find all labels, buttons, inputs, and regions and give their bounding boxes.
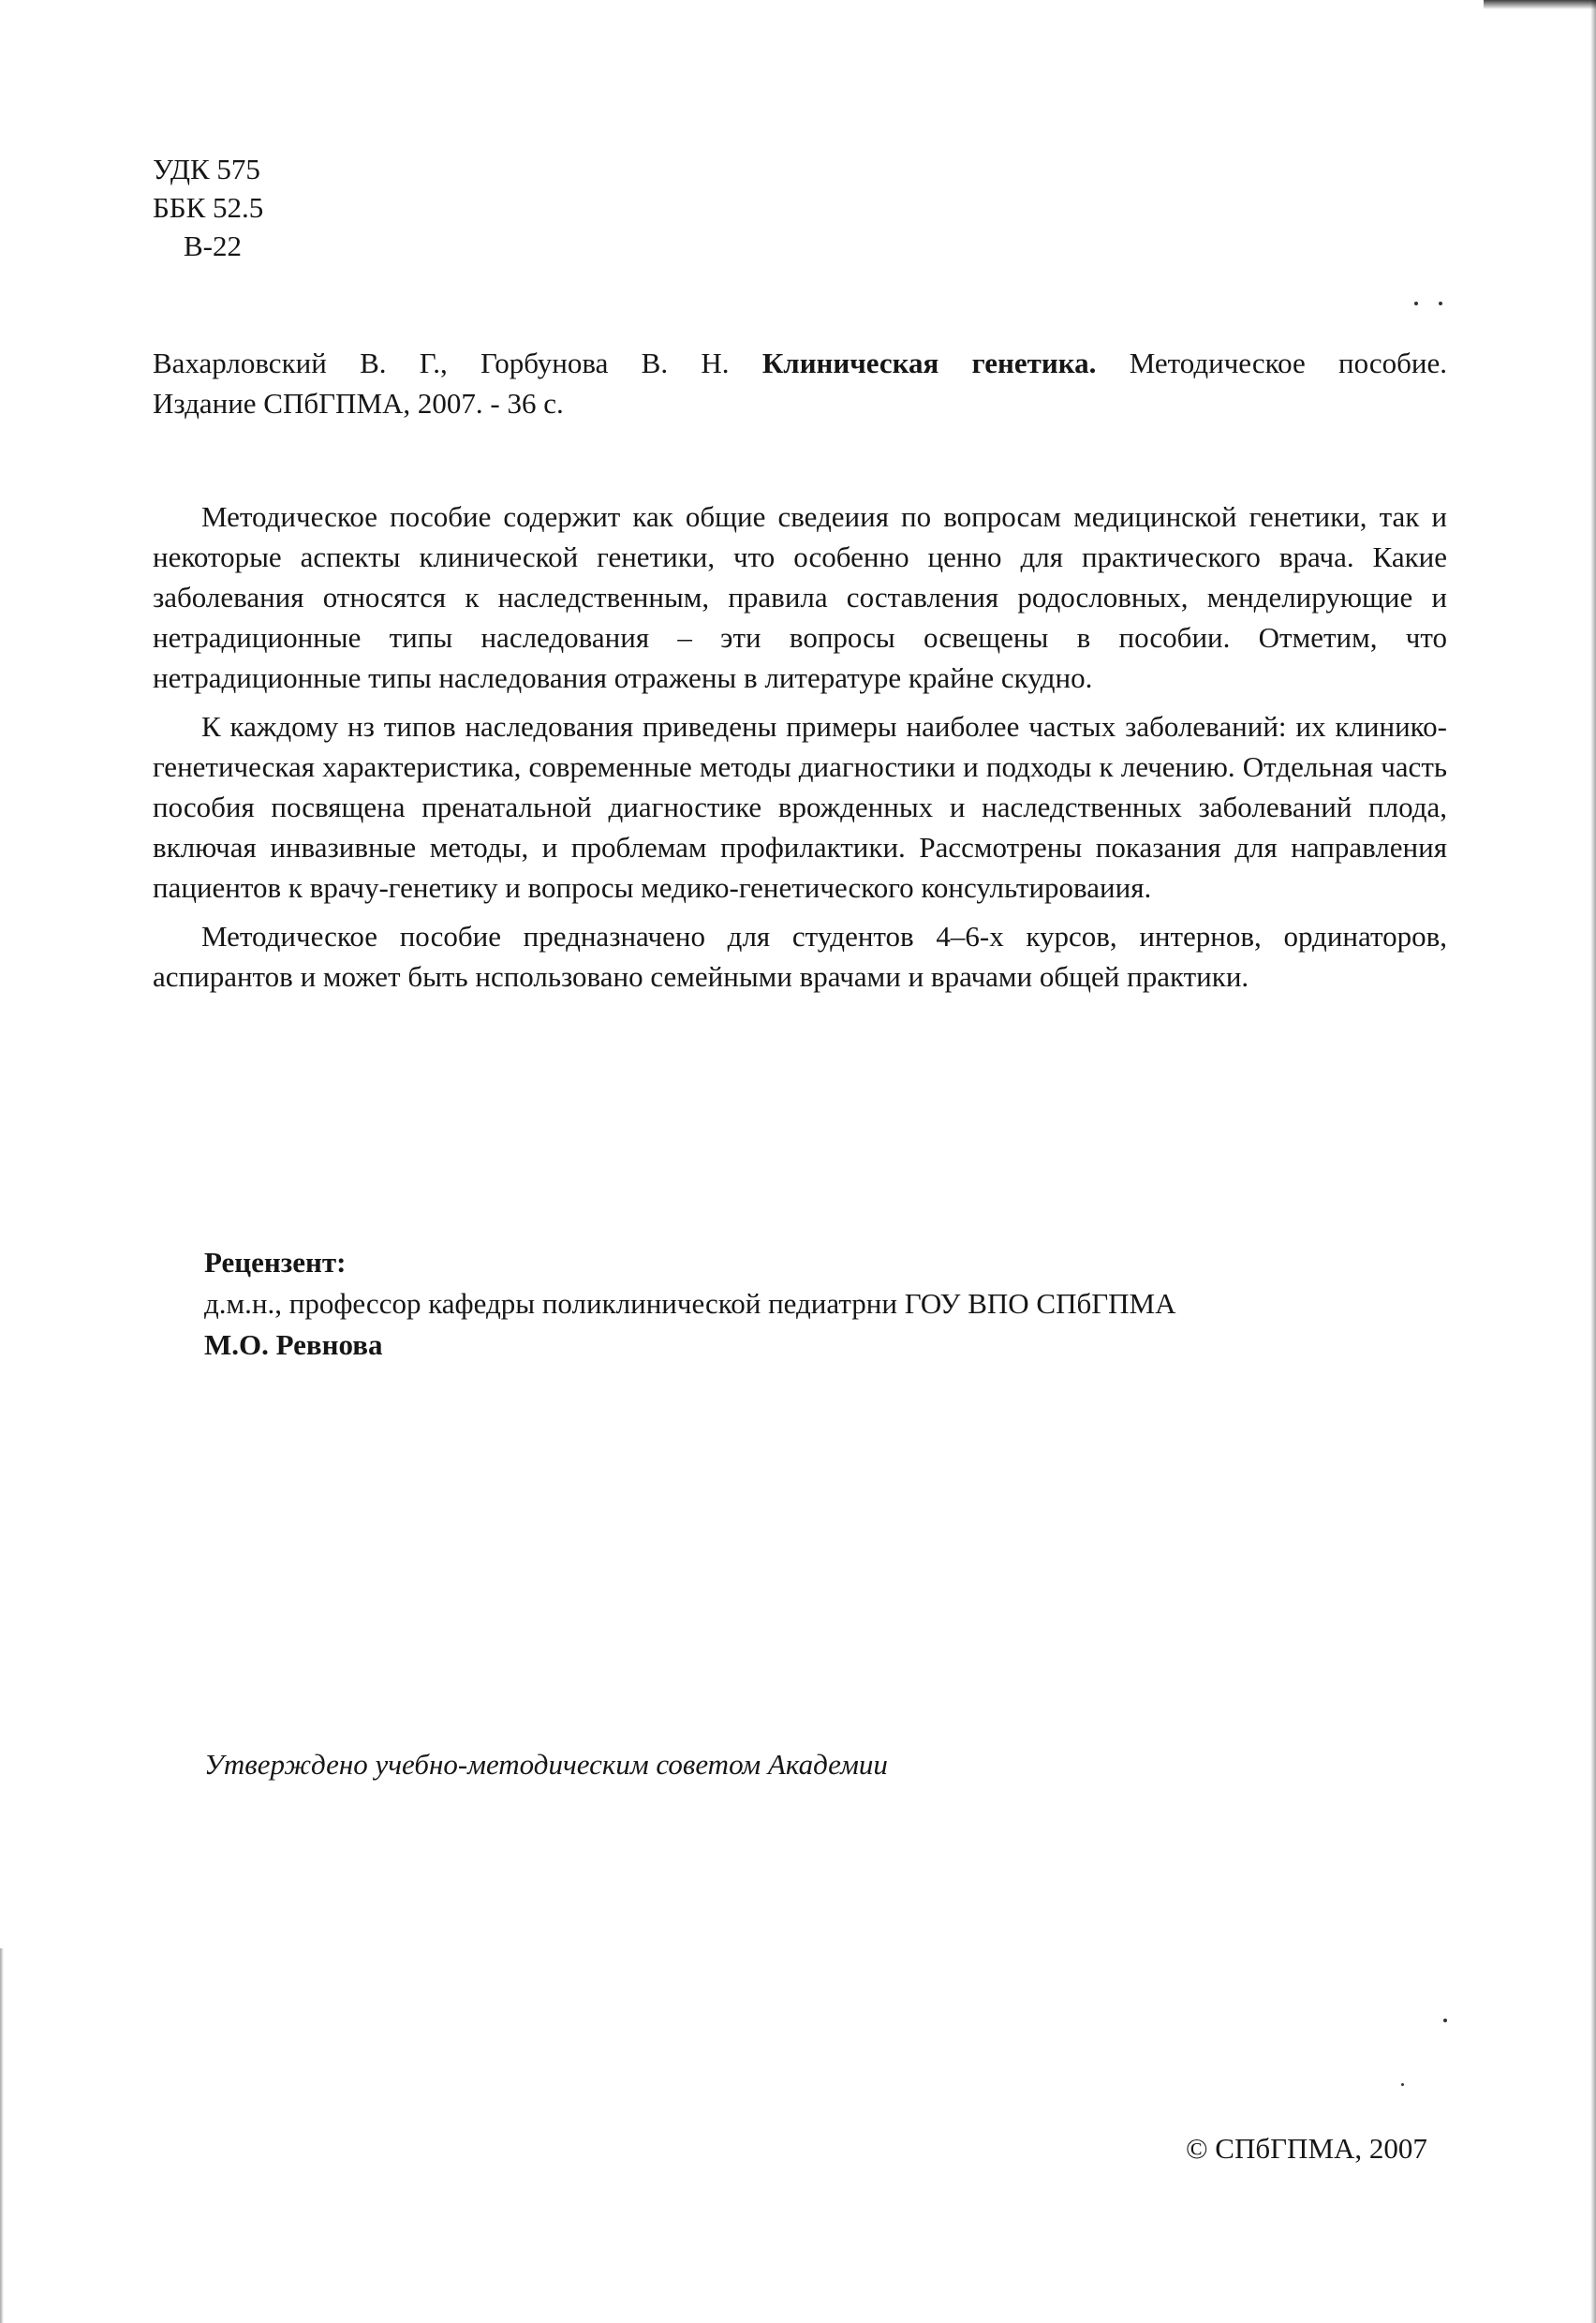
abstract <box>153 496 1447 1005</box>
scan-speck <box>1443 2019 1447 2022</box>
abstract-paragraph: Методическое пособие предназначено для студентов 4–6-х курсов, интернов, ординаторов, аспирантов и может быть нспользовано семейными врачами и врачами общей практики. <box>153 920 1447 993</box>
approval-note: Утверждено учебно-методическим советом Академии <box>204 1748 888 1781</box>
bibref-authors: Вахарловский В. Г., Горбунова В. Н. <box>153 347 762 379</box>
copyright-notice: © СПбГПМА, 2007 <box>1186 2132 1427 2165</box>
scan-edge-shadow-left <box>0 1948 4 2323</box>
scan-edge-shadow-right <box>1590 0 1596 2323</box>
classification-codes <box>153 150 263 265</box>
scan-edge-shadow-top <box>1484 0 1596 9</box>
bibref-publisher: Издание СПбГПМА, 2007. - 36 с. <box>153 387 564 420</box>
abstract-paragraph: Методическое пособие содержит как общие сведеиия по вопросам медицинской генетики, так и некоторые аспекты клинической генетики, что особенно ценно для практического врача. Какие заболевания относятся к наследственным, правила составления родословных, менделирующие и нетрадиционные типы наследования – эти вопросы освещены в пособии. Отметим, что нетрадиционные типы наследования отражены в литературе крайне скудно. <box>153 500 1447 694</box>
reviewer-label: Рецензент: <box>204 1246 347 1279</box>
bibref-type: Методическое пособие. <box>1096 347 1448 379</box>
author-mark-code: В-22 <box>184 229 242 262</box>
reviewer-position: д.м.н., профессор кафедры поликлинической педиатрни ГОУ ВПО СПбГПМА <box>204 1287 1176 1320</box>
reviewer-name: М.О. Ревнова <box>204 1328 383 1361</box>
bibref-line-1 <box>153 343 1447 383</box>
reviewer-block <box>204 1242 1176 1366</box>
abstract-paragraph: К каждому нз типов наследования приведены примеры наиболее частых заболеваний: их клинико-генетическая характеристика, современные методы диагностики и подходы к лечению. Отдельная часть пособия посвящена пренатальной диагностике врожденных и наследственных заболеваний плода, включая инвазивные методы, и проблемам профилактики. Рассмотрены показания для направления пациентов к врачу-генетику и вопросы медико-генетического консультироваиия. <box>153 710 1447 904</box>
bibref-title: Клиническая генетика. <box>761 347 1097 379</box>
scan-speck <box>1439 302 1442 305</box>
scan-speck <box>1414 302 1418 305</box>
udk-code: УДК 575 <box>153 153 260 185</box>
bbk-code: ББК 52.5 <box>153 191 264 224</box>
scan-speck <box>1401 2083 1404 2086</box>
bibliographic-reference <box>153 343 1447 423</box>
